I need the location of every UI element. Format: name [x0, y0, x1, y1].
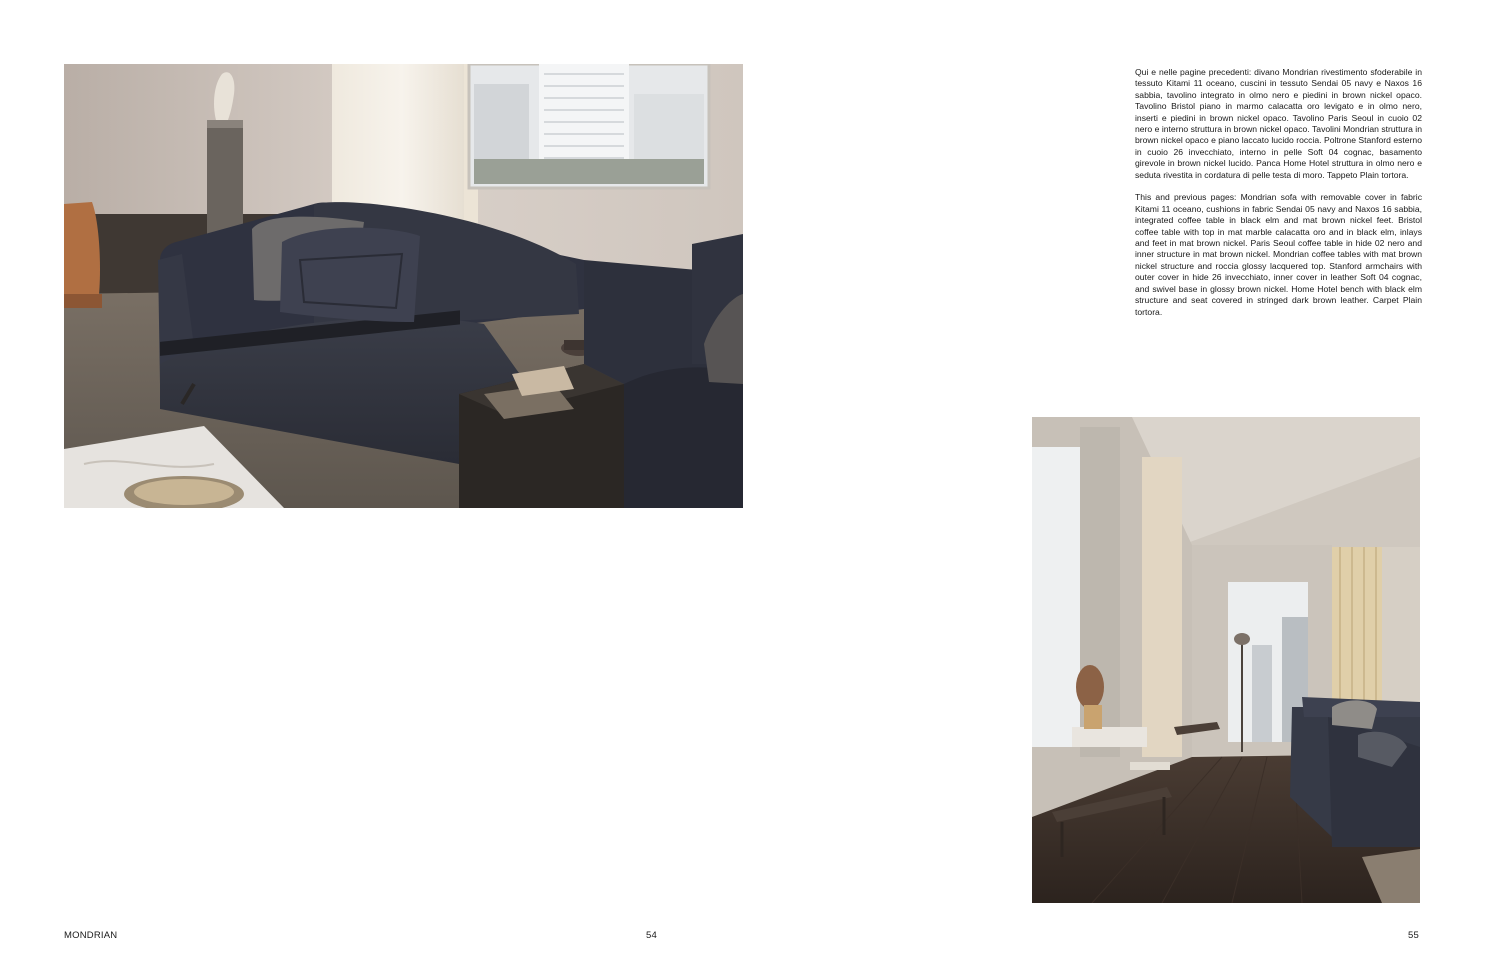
room-photo-illustration [1032, 417, 1420, 903]
sofa-photo-illustration [64, 64, 743, 508]
product-caption [1135, 67, 1422, 329]
living-room-sofa-photo [64, 64, 743, 508]
apartment-interior-photo [1032, 417, 1420, 903]
page-number-right: 55 [1408, 930, 1419, 941]
page-number-left: 54 [646, 930, 657, 941]
running-title: MONDRIAN [64, 930, 118, 941]
caption-italian: Qui e nelle pagine precedenti: divano Mondrian rivestimento sfoderabile in tessuto Kitami 11 oceano, cuscini in tessuto Sendai 05 navy e Naxos 16 sabbia, tavolino integrato in olmo nero e piedini in brown nickel opaco. Tavolino Bristol piano in marmo calacatta oro levigato e in olmo nero, inserti e piedini in brown nickel opaco. Tavolino Paris Seoul in cuoio 02 nero e interno struttura in brown nickel opaco. Tavolini Mondrian struttura in brown nickel opaco e piano laccato lucido roccia. Poltrone Stanford esterno in cuoio 26 invecchiato, interno in pelle Soft 04 cognac, basamento girevole in brown nickel lucido. Panca Home Hotel struttura in olmo nero e seduta rivestita in cordatura di pelle testa di moro. Tappeto Plain tortora. [1135, 67, 1422, 180]
caption-english: This and previous pages: Mondrian sofa with removable cover in fabric Kitami 11 oceano, cushions in fabric Sendai 05 navy and Naxos 16 sabbia, integrated coffee table in black elm and mat brown nickel feet. Bristol coffee table with top in mat marble calacatta oro and in black elm, inlays and feet in mat brown nickel. Paris Seoul coffee table in hide 02 nero and inner structure in mat brown nickel. Mondrian coffee tables with mat brown nickel structure and roccia glossy lacquered top. Stanford armchairs with outer cover in hide 26 invecchiato, inner cover in leather Soft 04 cognac, and swivel base in glossy brown nickel. Home Hotel bench with black elm structure and seat covered in stringed dark brown leather. Carpet Plain tortora. [1135, 192, 1422, 317]
